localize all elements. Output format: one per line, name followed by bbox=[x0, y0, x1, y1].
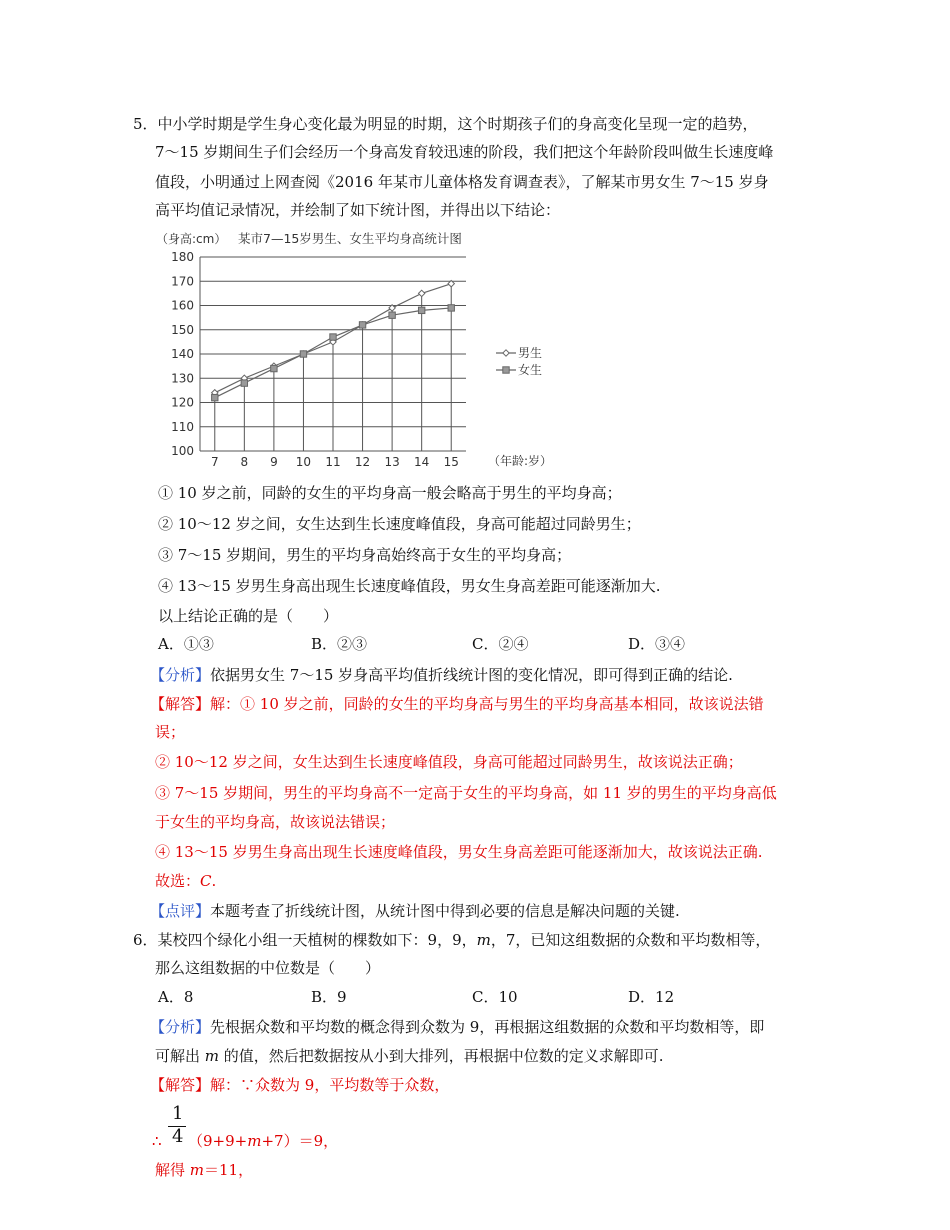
height-line-chart bbox=[150, 226, 580, 471]
q5-line-2: 7～15 岁期间生子们会经历一个身高发育较迅速的阶段，我们把这个年龄阶段叫做生长速度峰 bbox=[155, 143, 774, 161]
q6-option-a: A．8 bbox=[158, 988, 194, 1006]
q6-line-2: 那么这组数据的中位数是（ ） bbox=[155, 959, 381, 977]
chart-grid bbox=[200, 257, 466, 451]
q6-solution-line-1 bbox=[150, 1075, 449, 1095]
q5-solution-line-4: ③ 7～15 岁期间，男生的平均身高不一定高于女生的平均身高，如 11 岁的男生的平均身高低 bbox=[155, 784, 777, 802]
q5-review-text: 本题考查了折线统计图，从统计图中得到必要的信息是解决问题的关键. bbox=[210, 902, 680, 920]
y-tick-label: 110 bbox=[171, 419, 194, 434]
q5-line-1 bbox=[133, 114, 758, 134]
q6-option-b: B．9 bbox=[311, 988, 347, 1006]
q6-analysis-2a: 可解出 bbox=[155, 1047, 205, 1065]
girls-point bbox=[241, 380, 247, 386]
q5-solution-line-6: ④ 13～15 岁男生身高出现生长速度峰值段，男女生身高差距可能逐渐加大，故该说法正确. bbox=[155, 843, 763, 861]
q5-option-b: B．②③ bbox=[311, 635, 368, 653]
chart-legend bbox=[496, 345, 542, 377]
q5-ask: 以上结论正确的是（ ） bbox=[158, 607, 339, 625]
q5-option-c: C．②④ bbox=[472, 635, 529, 653]
q5-solution-tag: 【解答】 bbox=[150, 695, 211, 713]
q5-statement-1: ① 10 岁之前，同龄的女生的平均身高一般会略高于男生的平均身高； bbox=[158, 484, 622, 502]
x-tick-label: 15 bbox=[443, 455, 459, 469]
y-tick-label: 160 bbox=[171, 298, 194, 313]
x-tick-label: 8 bbox=[240, 455, 249, 469]
q5-solution-line-1 bbox=[150, 694, 764, 714]
q6-analysis-line-1 bbox=[150, 1017, 764, 1037]
q6-analysis-tag: 【分析】 bbox=[150, 1018, 211, 1036]
q5-line-4: 高平均值记录情况，并绘制了如下统计图，并得出以下结论： bbox=[155, 201, 561, 219]
q5-statement-3: ③ 7～15 岁期间，男生的平均身高始终高于女生的平均身高； bbox=[158, 546, 572, 564]
x-tick-label: 11 bbox=[325, 455, 341, 469]
boys-point bbox=[418, 290, 424, 296]
q6-therefore: ∴ bbox=[152, 1132, 162, 1150]
q6-analysis-2b: 的值，然后把数据按从小到大排列，再根据中位数的定义求解即可. bbox=[219, 1047, 664, 1065]
q5-statement-2: ② 10～12 岁之间，女生达到生长速度峰值段，身高可能超过同龄男生； bbox=[158, 515, 641, 533]
girls-point bbox=[359, 322, 365, 328]
y-tick-label: 180 bbox=[171, 250, 194, 264]
q5-choice bbox=[155, 871, 216, 891]
q5-number: 5． bbox=[133, 115, 158, 133]
q6-analysis-text-1: 先根据众数和平均数的概念得到众数为 9，再根据这组数据的众数和平均数相等，即 bbox=[210, 1018, 765, 1036]
x-tick-label: 9 bbox=[270, 455, 278, 469]
q5-solution-line-5: 于女生的平均身高，故该说法错误； bbox=[155, 813, 396, 831]
q5-solution-text-1: 解：① 10 岁之前，同龄的女生的平均身高与男生的平均身高基本相同，故该说法错 bbox=[210, 695, 764, 713]
chart-title: 某市7—15岁男生、女生平均身高统计图 bbox=[238, 231, 462, 246]
q5-option-d: D．③④ bbox=[628, 635, 686, 653]
q6-solve bbox=[155, 1160, 253, 1180]
legend-label: 女生 bbox=[518, 363, 543, 377]
q5-choice-prefix: 故选： bbox=[155, 872, 201, 890]
q6-eq-a: （9+9+ bbox=[188, 1132, 248, 1150]
x-tick-label: 14 bbox=[414, 455, 430, 469]
q6-solve-b: ＝11， bbox=[204, 1161, 254, 1179]
q5-statement-4: ④ 13～15 岁男生身高出现生长速度峰值段，男女生身高差距可能逐渐加大. bbox=[158, 577, 661, 595]
q6-stem-a: 某校四个绿化小组一天植树的棵数如下：9，9， bbox=[157, 931, 477, 949]
x-tick-label: 7 bbox=[210, 455, 219, 469]
q5-choice-suffix: . bbox=[211, 872, 217, 890]
q6-solve-m: m bbox=[189, 1161, 205, 1179]
q6-analysis-m: m bbox=[204, 1047, 220, 1065]
q6-stem-m: m bbox=[476, 931, 491, 949]
y-tick-label: 170 bbox=[171, 274, 194, 289]
q6-analysis-line-2 bbox=[155, 1046, 664, 1066]
q5-option-a: A．①③ bbox=[158, 635, 214, 653]
q6-solution-tag: 【解答】 bbox=[150, 1076, 211, 1094]
q6-option-d: D．12 bbox=[628, 988, 675, 1006]
y-tick-label: 100 bbox=[171, 444, 194, 458]
q5-analysis bbox=[150, 665, 733, 685]
q5-line-3: 值段，小明通过上网查阅《2016 年某市儿童体格发育调查表》，了解某市男女生 7～15 岁身 bbox=[155, 173, 769, 191]
girls-point bbox=[448, 305, 454, 311]
q6-frac-numerator: 1 bbox=[172, 1103, 184, 1124]
chart-ylabel: （身高:cm） bbox=[156, 232, 227, 246]
q5-solution-line-3: ② 10～12 岁之间，女生达到生长速度峰值段，身高可能超过同龄男生，故该说法正确； bbox=[155, 753, 743, 771]
q6-eq-m: m bbox=[247, 1132, 262, 1150]
girls-point bbox=[330, 334, 336, 340]
y-tick-label: 130 bbox=[171, 371, 194, 386]
y-tick-label: 140 bbox=[171, 347, 194, 361]
q6-stem-b: ，7，已知这组数据的众数和平均数相等， bbox=[490, 931, 771, 949]
girls-point bbox=[389, 312, 395, 318]
q5-analysis-text: 依据男女生 7～15 岁身高平均值折线统计图的变化情况，即可得到正确的结论. bbox=[210, 666, 733, 684]
girls-point bbox=[212, 394, 218, 400]
girls-point bbox=[271, 365, 277, 371]
girls-point bbox=[418, 307, 424, 313]
q6-option-c: C．10 bbox=[472, 988, 518, 1006]
chart-xlabel: （年龄:岁） bbox=[488, 454, 553, 468]
legend-label: 男生 bbox=[518, 346, 543, 360]
q6-number: 6． bbox=[133, 931, 158, 949]
q5-review-tag: 【点评】 bbox=[150, 902, 211, 920]
q5-stem-1: 中小学时期是学生身心变化最为明显的时期，这个时期孩子们的身高变化呈现一定的趋势， bbox=[157, 115, 758, 133]
q5-review bbox=[150, 901, 680, 921]
q6-solve-a: 解得 bbox=[155, 1161, 190, 1179]
y-tick-label: 150 bbox=[171, 322, 194, 337]
q6-equation bbox=[188, 1131, 338, 1151]
q5-solution-line-2: 误； bbox=[155, 723, 186, 741]
q6-eq-b: +7）＝9， bbox=[261, 1132, 339, 1150]
girls-point bbox=[300, 351, 306, 357]
q6-solution-text-1: 解：∵众数为 9，平均数等于众数， bbox=[210, 1076, 450, 1094]
q5-choice-letter: C bbox=[200, 872, 212, 890]
chart-ticks bbox=[171, 250, 459, 469]
legend-diamond-marker bbox=[503, 350, 509, 356]
q6-frac-denominator: 4 bbox=[172, 1126, 184, 1147]
q6-line-1 bbox=[133, 930, 770, 950]
x-tick-label: 10 bbox=[295, 455, 312, 469]
y-tick-label: 120 bbox=[171, 395, 194, 410]
q5-analysis-tag: 【分析】 bbox=[150, 666, 211, 684]
x-tick-label: 13 bbox=[384, 455, 400, 469]
legend-square-marker bbox=[503, 367, 509, 373]
x-tick-label: 12 bbox=[354, 455, 371, 469]
